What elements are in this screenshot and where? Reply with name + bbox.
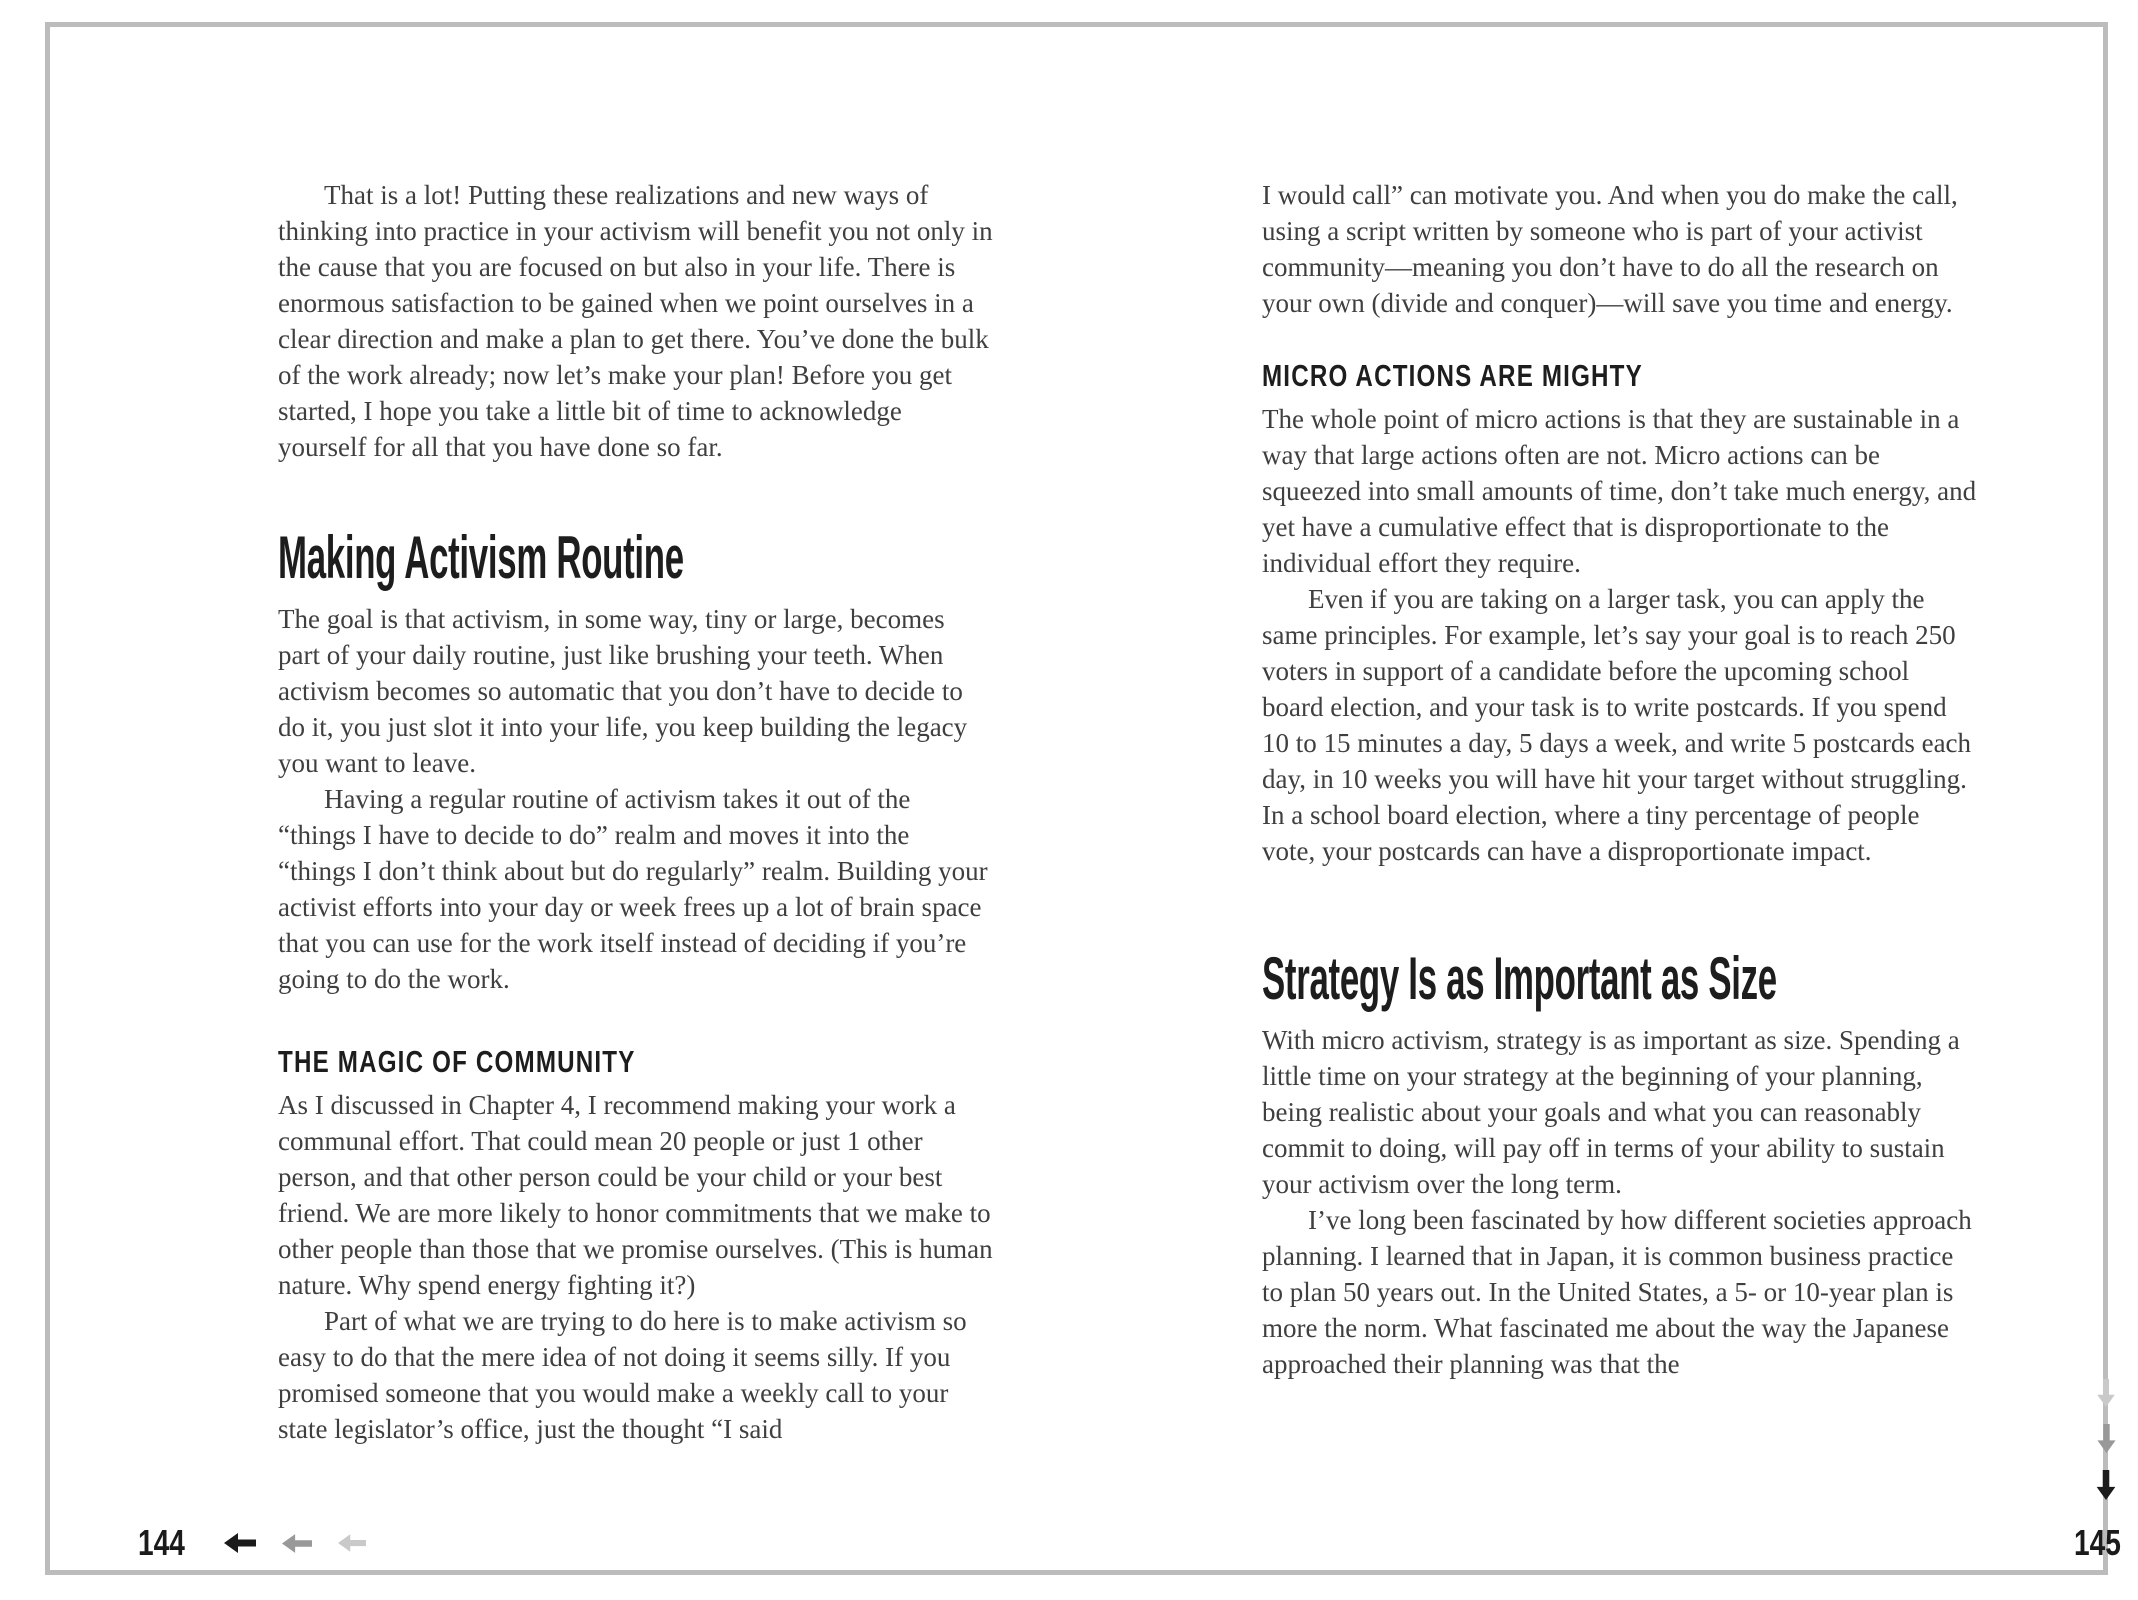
section-heading-text: Strategy Is as Important as Size	[1262, 945, 1777, 1012]
arrow-down-icon[interactable]	[2097, 1379, 2115, 1407]
subsection-heading-text: THE MAGIC OF COMMUNITY	[278, 1044, 636, 1079]
paragraph: The goal is that activism, in some way, tiny or large, becomes part of your daily routine, just like brushing your teeth. When activism becomes so automatic that you don’t have to decide to do it, you just slot it into your life, you keep building the legacy you want to leave.	[278, 604, 968, 778]
right-page-number-text: 145	[2074, 1522, 2121, 1563]
subsection-heading	[278, 1045, 993, 1079]
paragraph: With micro activism, strategy is as important as size. Spending a little time on your strategy at the beginning of your planning, being realistic about your goals and what you can reasonably commit to doing, will pay off in terms of your ability to sustain your activism over the long term.	[1262, 1025, 1960, 1199]
page-right	[1262, 177, 1977, 1382]
right-page-number	[2074, 1522, 2134, 1563]
section-heading-text: Making Activism Routine	[278, 524, 684, 591]
arrow-left-icon[interactable]	[338, 1534, 366, 1552]
section-heading	[1262, 944, 1977, 1014]
section-heading	[278, 523, 993, 593]
paragraph: Even if you are taking on a larger task, you can apply the same principles. For example, let’s say your goal is to reach 250 voters in support of a candidate before the upcoming school board election, and your task is to write postcards. If you spend 10 to 15 minutes a day, 5 days a week, and write 5 postcards each day, in 10 weeks you will have hit your target without struggling. In a school board election, where a tiny percentage of people vote, your postcards can have a disproportionate impact.	[1262, 584, 1972, 866]
arrow-down-icon[interactable]	[2097, 1424, 2116, 1453]
page-frame	[45, 22, 2121, 1575]
subsection-heading	[1262, 359, 1977, 393]
right-page-scroll-arrows	[2096, 1379, 2116, 1500]
left-page-number-text: 144	[138, 1522, 185, 1563]
paragraph: I would call” can motivate you. And when you do make the call, using a script written by someone who is part of your activist community—meaning you don’t have to do all the research on your own (divide and conquer)—will save you time and energy.	[1262, 180, 1958, 318]
arrow-left-icon[interactable]	[224, 1533, 256, 1553]
subsection-heading-text: MICRO ACTIONS ARE MIGHTY	[1262, 358, 1643, 393]
paragraph: That is a lot! Putting these realizations and new ways of thinking into practice in your activism will benefit you not only in the cause that you are focused on but also in your life. There is enormous satisfaction to be gained when we point ourselves in a clear direction and make a plan to get there. You’ve done the bulk of the work already; now let’s make your plan! Before you get started, I hope you take a little bit of time to acknowledge yourself for all that you have done so far.	[278, 180, 993, 462]
left-page-footer	[138, 1522, 366, 1563]
left-page-number	[138, 1522, 198, 1563]
paragraph: As I discussed in Chapter 4, I recommend making your work a communal effort. That could mean 20 people or just 1 other person, and that other person could be your child or your best friend. We are more likely to honor commitments that we make to other people than those that we promise ourselves. (This is human nature. Why spend energy fighting it?)	[278, 1090, 993, 1300]
arrow-left-icon[interactable]	[282, 1534, 312, 1553]
page-left	[278, 177, 993, 1447]
paragraph: I’ve long been fascinated by how different societies approach planning. I learned that in Japan, it is common business practice to plan 50 years out. In the United States, a 5- or 10-year plan is more the norm. What fascinated me about the way the Japanese approached their planning was that the	[1262, 1205, 1972, 1379]
paragraph: Having a regular routine of activism takes it out of the “things I have to decide to do” realm and moves it into the “things I don’t think about but do regularly” realm. Building your activist efforts into your day or week frees up a lot of brain space that you can use for the work itself instead of deciding if you’re going to do the work.	[278, 784, 988, 994]
paragraph: Part of what we are trying to do here is to make activism so easy to do that the mere idea of not doing it seems silly. If you promised someone that you would make a weekly call to your state legislator’s office, just the thought “I said	[278, 1306, 967, 1444]
paragraph: The whole point of micro actions is that they are sustainable in a way that large actions often are not. Micro actions can be squeezed into small amounts of time, don’t take much energy, and yet have a cumulative effect that is disproportionate to the individual effort they require.	[1262, 404, 1977, 578]
arrow-down-icon[interactable]	[2096, 1470, 2116, 1500]
